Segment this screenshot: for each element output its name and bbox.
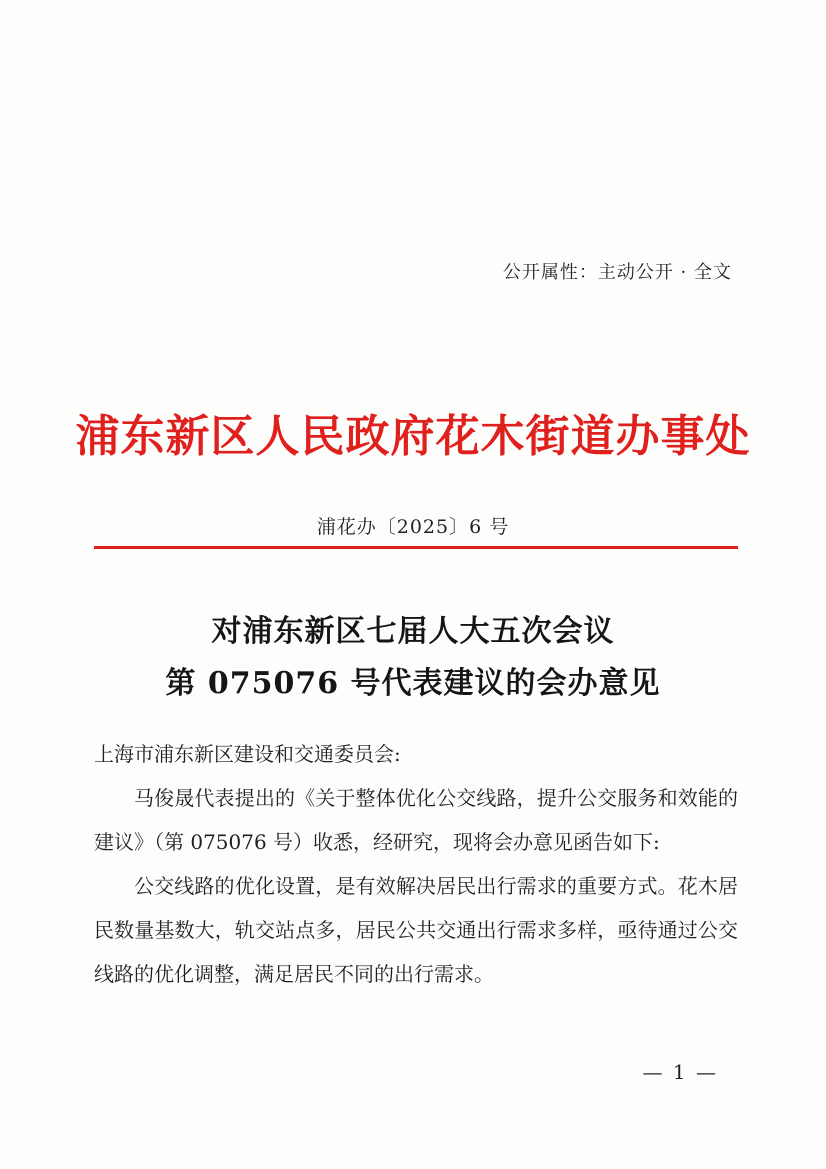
- document-title: [0, 606, 826, 710]
- document-body: [94, 732, 738, 996]
- body-paragraph-2: 公交线路的优化设置，是有效解决居民出行需求的重要方式。花木居民数量基数大，轨交站点多，居民公共交通出行需求多样，亟待通过公交线路的优化调整，满足居民不同的出行需求。: [94, 874, 738, 986]
- body-paragraph-1: 马俊晟代表提出的《关于整体优化公交线路，提升公交服务和效能的建议》（第 075076 号）收悉，经研究，现将会办意见函告如下:: [94, 786, 738, 854]
- red-divider-line: [94, 546, 738, 549]
- disclosure-attribute: 公开属性：主动公开 · 全文: [502, 262, 732, 283]
- salutation: 上海市浦东新区建设和交通委员会:: [94, 742, 401, 766]
- issuer-header: 浦东新区人民政府花木街道办事处: [75, 411, 751, 462]
- page-number: — 1 —: [642, 1060, 718, 1084]
- title-line-2: 第 075076 号代表建议的会办意见: [165, 666, 661, 701]
- title-line-1: 对浦东新区七届人大五次会议: [211, 614, 615, 649]
- document-number: 浦花办〔2025〕6 号: [316, 516, 510, 538]
